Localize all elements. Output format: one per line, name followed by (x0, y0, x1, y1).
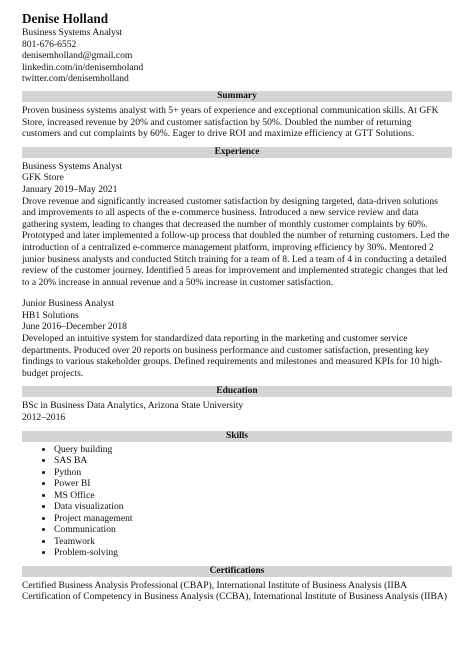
skill-item: • Data visualization (54, 501, 452, 513)
skill-item: • Communication (54, 524, 452, 536)
skill-item: • Project management (54, 513, 452, 525)
job-description: Developed an intuitive system for standardized data reporting in the marketing and customer service departments. Produced over 20 reports on business performance and customer satisfaction, presenting key findings to various stakeholder groups. Defined requirements and milestones and measured KPIs for 10 high-budget projects. (22, 333, 443, 379)
skill-item: • SAS BA (54, 455, 452, 467)
skill-item: • Query building (54, 444, 452, 456)
job-description: Drove revenue and significantly increased customer satisfaction by designing targeted, data-driven solutions and improvements to all aspects of the e-commerce business. Introduced a new service review and data gathering system, leading to changes that decreased the number of monthly customer complaints by 60%. Prototyped and later implemented a follow-up process that doubled the number of returning customers. Led the introduction of a centralized e-commerce management platform, improving efficiency by 30%. Mentored 2 junior business analysts and conducted Stitch training for a team of 8. Led a team of 4 in conducting a detailed review of the customer journey. Identified 5 areas for improvement and implemented strategic changes that led to a 20% increase in annual revenue and a 50% increase in customer satisfaction. (22, 195, 450, 288)
twitter-link[interactable]: twitter.com/denisemholland (22, 73, 129, 85)
job-company: HB1 Solutions (22, 309, 79, 321)
job-dates: January 2019–May 2021 (22, 183, 118, 195)
certifications-heading: Certifications (22, 566, 452, 577)
education-section (22, 400, 452, 423)
skill-item: • MS Office (54, 490, 452, 502)
skill-item: • Python (54, 467, 452, 479)
job-title: Junior Business Analyst (22, 298, 115, 310)
certification-item: Certified Business Analysis Professional (CBAP), International Institute of Business Analysis (IIBA (22, 579, 408, 591)
summary-heading: Summary (22, 91, 452, 102)
email-address[interactable]: denisemholland@gmail.com (22, 50, 133, 62)
candidate-title: Business Systems Analyst (22, 27, 123, 38)
skill-item: • Problem-solving (54, 547, 452, 559)
skill-item: • Teamwork (54, 536, 452, 548)
resume-header (22, 12, 452, 85)
job-dates: June 2016–December 2018 (22, 321, 127, 333)
job-company: GFK Store (22, 172, 64, 184)
skill-item: • Power BI (54, 478, 452, 490)
summary-section (22, 105, 452, 140)
education-years: 2012–2016 (22, 412, 66, 424)
job-title: Business Systems Analyst (22, 160, 123, 172)
summary-text: Proven business systems analyst with 5+ years of experience and exceptional communication skills. At GFK Store, increased revenue by 20% and customer satisfaction by 50%. Doubled the number of returning customers and cut complaints by 60%. Eager to drive ROI and maximize efficiency at GTT Solutions. (22, 104, 439, 140)
education-degree: BSc in Business Data Analytics, Arizona State University (22, 400, 244, 412)
certification-item: Certification of Competency in Business Analysis (CCBA), International Institute of Business Analysis (IIBA) (22, 591, 448, 603)
job-entry (22, 161, 452, 289)
job-entry (22, 298, 452, 379)
certifications-section (22, 580, 452, 603)
linkedin-link[interactable]: linkedin.com/in/denisemholand (22, 61, 144, 73)
skills-list (22, 444, 452, 559)
experience-heading: Experience (22, 147, 452, 158)
skills-heading: Skills (22, 431, 452, 442)
experience-section (22, 161, 452, 380)
candidate-name: Denise Holland (22, 11, 109, 26)
education-heading: Education (22, 386, 452, 397)
phone-number: 801-676-6552 (22, 38, 77, 50)
